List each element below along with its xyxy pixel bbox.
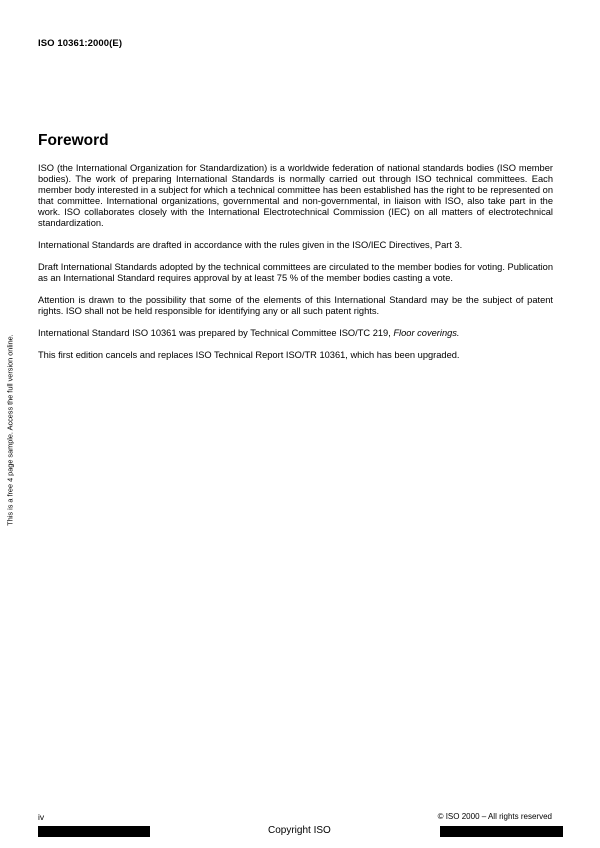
prepared-by-text: International Standard ISO 10361 was prepared by Technical Committee ISO/TC 219,	[38, 328, 394, 338]
paragraph-edition: This first edition cancels and replaces ISO Technical Report ISO/TR 10361, which has been upgraded.	[38, 350, 460, 360]
rights-notice: © ISO 2000 – All rights reserved	[437, 812, 552, 821]
paragraph-prepared-by	[38, 328, 553, 339]
page-number: iv	[38, 812, 45, 822]
footer-bar-right	[440, 826, 563, 837]
committee-subject: Floor coverings.	[393, 328, 460, 338]
paragraph-iso-intro: ISO (the International Organization for Standardization) is a worldwide federation of national standards bodies (ISO member bodies). The work of preparing International Standards is normally carried out through ISO technical committees. Each member body interested in a subject for which a technical committee has been established has the right to be represented on that committee. International organizations, governmental and non-governmental, in liaison with ISO, also take part in the work. ISO collaborates closely with the International Electrotechnical Commission (IEC) on all matters of electrotechnical standardization.	[38, 163, 553, 228]
paragraph-patent: Attention is drawn to the possibility that some of the elements of this International Standard may be the subject of patent rights. ISO shall not be held responsible for identifying any or all such patent rights.	[38, 295, 553, 316]
copyright-label: Copyright ISO	[268, 825, 331, 836]
document-id: ISO 10361:2000(E)	[38, 38, 123, 49]
paragraph-voting: Draft International Standards adopted by the technical committees are circulated to the member bodies for voting. Publication as an International Standard requires approval by at least 75 % of the member bodies casting a vote.	[38, 262, 553, 283]
paragraph-directives: International Standards are drafted in accordance with the rules given in the ISO/IEC Directives, Part 3.	[38, 240, 463, 250]
foreword-body	[38, 163, 553, 372]
footer-bar-left	[38, 826, 150, 837]
sample-notice: This is a free 4 page sample. Access the full version online.	[5, 334, 15, 526]
foreword-heading: Foreword	[38, 132, 109, 149]
